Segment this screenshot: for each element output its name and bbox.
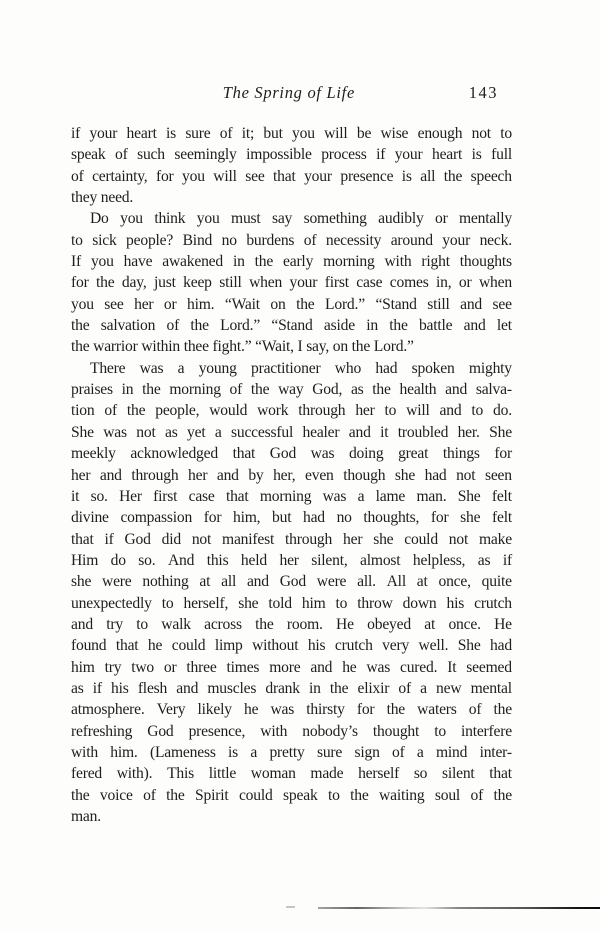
paragraph (71, 358, 512, 828)
text-line: for the day, just keep still when your first case comes in, or when (71, 274, 512, 292)
text-line: that if God did not manifest through her she could not make (71, 530, 512, 548)
text-line: Do you think you must say something audibly or mentally (90, 210, 512, 228)
text-line: fered with). This little woman made herself so silent that (71, 765, 512, 783)
text-line: the salvation of the Lord.” “Stand aside in the battle and let (71, 317, 512, 335)
text-line: praises in the morning of the way God, as the health and salva- (71, 381, 512, 399)
text-line: if your heart is sure of it; but you will be wise enough not to (71, 125, 512, 142)
running-head (71, 83, 512, 105)
text-line: There was a young practitioner who had spoken mighty (90, 359, 512, 377)
text-line: refreshing God presence, with nobody’s thought to interfere (71, 722, 512, 740)
scan-artifact-line (318, 907, 600, 909)
text-line: her and through her and by her, even though she had not seen (71, 466, 512, 484)
page-title: The Spring of Life (222, 83, 355, 102)
text-line: atmosphere. Very likely he was thirsty for the waters of the (71, 701, 512, 719)
text-line: she were nothing at all and God were all. All at once, quite (71, 573, 512, 591)
text-line: and try to walk across the room. He obeyed at once. He (71, 615, 512, 633)
text-column (71, 123, 512, 827)
text-line: to sick people? Bind no burdens of necessity around your neck. (71, 231, 512, 249)
text-line: man. (71, 808, 101, 825)
text-line: with him. (Lameness is a pretty sure sign of a mind inter- (71, 743, 512, 761)
text-line: found that he could limp without his crutch very well. She had (71, 637, 512, 655)
text-line: If you have awakened in the early morning with right thoughts (71, 253, 512, 271)
page-number: 143 (468, 83, 498, 102)
text-line: divine compassion for him, but had no thoughts, for she felt (71, 509, 512, 527)
text-line: tion of the people, would work through her to will and to do. (71, 402, 512, 420)
paragraph (71, 208, 512, 357)
text-line: of certainty, for you will see that your presence is all the speech (71, 167, 512, 185)
text-line: speak of such seemingly impossible process if your heart is full (71, 146, 512, 164)
text-line: unexpectedly to herself, she told him to throw down his crutch (71, 594, 512, 612)
text-line: it so. Her first case that morning was a lame man. She felt (71, 487, 512, 505)
text-line: She was not as yet a successful healer and it troubled her. She (71, 423, 512, 441)
text-line: him try two or three times more and he was cured. It seemed (71, 658, 512, 676)
text-line: the warrior within thee fight.” “Wait, I say, on the Lord.” (71, 338, 414, 356)
text-line: they need. (71, 189, 134, 207)
paragraph (71, 123, 512, 208)
text-line: you see her or him. “Wait on the Lord.” “Stand still and see (71, 295, 512, 313)
text-line: as if his flesh and muscles drank in the elixir of a new mental (71, 679, 512, 697)
text-line: Him do so. And this held her silent, almost helpless, as if (71, 551, 512, 569)
text-line: the voice of the Spirit could speak to the waiting soul of the (71, 786, 512, 804)
scan-artifact-dot (286, 906, 295, 908)
text-line: meekly acknowledged that God was doing great things for (71, 445, 512, 463)
